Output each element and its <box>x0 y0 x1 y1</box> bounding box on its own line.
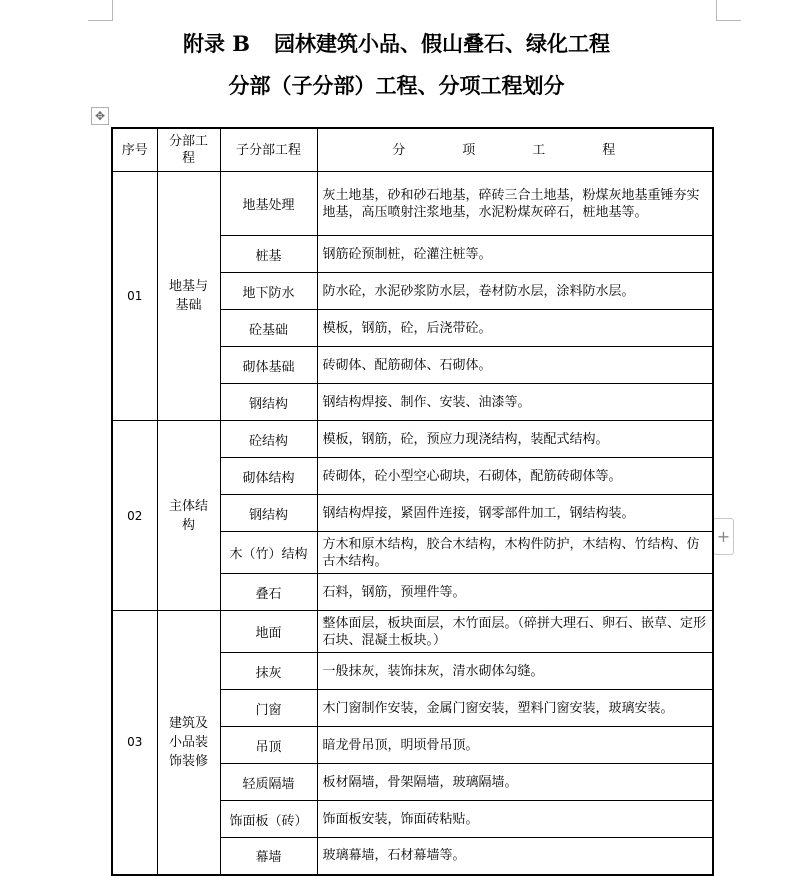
division-cell: 地基与基础 <box>157 172 220 421</box>
items-cell: 玻璃幕墙，石材幕墙等。 <box>317 838 713 875</box>
subdivision-cell: 钢结构 <box>220 495 317 532</box>
subdivision-cell: 门窗 <box>220 690 317 727</box>
table-move-handle-icon[interactable]: ✥ <box>91 107 109 125</box>
subdivision-cell: 木（竹）结构 <box>220 532 317 574</box>
items-cell: 方木和原木结构，胶合木结构，木构件防护，木结构、竹结构、仿古木结构。 <box>317 532 713 574</box>
seq-cell: 01 <box>112 172 157 421</box>
subdivision-cell: 抹灰 <box>220 653 317 690</box>
items-cell: 砖砌体，砼小型空心砌块，石砌体，配筋砖砌体等。 <box>317 458 713 495</box>
subdivision-cell: 饰面板（砖） <box>220 801 317 838</box>
subdivision-cell: 轻质隔墙 <box>220 764 317 801</box>
division-table <box>111 127 714 876</box>
header-items: 分 项 工 程 <box>317 128 713 172</box>
items-cell: 灰土地基，砂和砂石地基，碎砖三合土地基，粉煤灰地基重锤夯实地基，高压喷射注浆地基，水泥粉煤灰碎石，桩地基等。 <box>317 172 713 236</box>
seq-cell: 03 <box>112 611 157 875</box>
page-corner-mark-right <box>716 0 741 21</box>
subdivision-cell: 桩基 <box>220 236 317 273</box>
table-row <box>112 611 713 653</box>
seq-cell: 02 <box>112 421 157 611</box>
subdivision-cell: 砼结构 <box>220 421 317 458</box>
subdivision-cell: 钢结构 <box>220 384 317 421</box>
items-cell: 钢筋砼预制桩，砼灌注桩等。 <box>317 236 713 273</box>
items-cell: 整体面层，板块面层，木竹面层。（碎拼大理石、卵石、嵌草、定形石块、混凝土板块。） <box>317 611 713 653</box>
subdivision-cell: 砼基础 <box>220 310 317 347</box>
subdivision-cell: 砌体结构 <box>220 458 317 495</box>
division-cell: 主体结构 <box>157 421 220 611</box>
header-division: 分部工程 <box>157 128 220 172</box>
subdivision-cell: 砌体基础 <box>220 347 317 384</box>
subdivision-cell: 地下防水 <box>220 273 317 310</box>
document-title-line2: 分部（子分部）工程、分项工程划分 <box>228 73 565 98</box>
page-corner-mark-left <box>88 0 113 21</box>
items-cell: 一般抹灰，装饰抹灰，清水砌体勾缝。 <box>317 653 713 690</box>
items-cell: 饰面板安装，饰面砖粘贴。 <box>317 801 713 838</box>
items-cell: 钢结构焊接、制作、安装、油漆等。 <box>317 384 713 421</box>
items-cell: 钢结构焊接，紧固件连接，钢零部件加工，钢结构装。 <box>317 495 713 532</box>
items-cell: 木门窗制作安装，金属门窗安装，塑料门窗安装，玻璃安装。 <box>317 690 713 727</box>
header-subdivision: 子分部工程 <box>220 128 317 172</box>
appendix-code: 附录 B <box>182 31 251 56</box>
items-cell: 砖砌体、配筋砌体、石砌体。 <box>317 347 713 384</box>
header-seq: 序号 <box>112 128 157 172</box>
subdivision-cell: 吊顶 <box>220 727 317 764</box>
add-column-handle-icon[interactable]: + <box>713 518 734 555</box>
items-cell: 模板，钢筋，砼，预应力现浇结构，装配式结构。 <box>317 421 713 458</box>
table-header-row <box>112 128 713 172</box>
items-cell: 模板，钢筋，砼，后浇带砼。 <box>317 310 713 347</box>
title-text-line1: 园林建筑小品、假山叠石、绿化工程 <box>274 31 611 56</box>
items-cell: 板材隔墙，骨架隔墙，玻璃隔墙。 <box>317 764 713 801</box>
subdivision-cell: 幕墙 <box>220 838 317 875</box>
table-row <box>112 421 713 458</box>
table-row <box>112 172 713 236</box>
items-cell: 石料，钢筋，预埋件等。 <box>317 574 713 611</box>
items-cell: 防水砼，水泥砂浆防水层，卷材防水层，涂料防水层。 <box>317 273 713 310</box>
subdivision-cell: 地基处理 <box>220 172 317 236</box>
division-cell: 建筑及小品装饰装修 <box>157 611 220 875</box>
items-cell: 暗龙骨吊顶，明顷骨吊顶。 <box>317 727 713 764</box>
subdivision-cell: 地面 <box>220 611 317 653</box>
document-title-line1 <box>0 28 793 58</box>
subdivision-cell: 叠石 <box>220 574 317 611</box>
